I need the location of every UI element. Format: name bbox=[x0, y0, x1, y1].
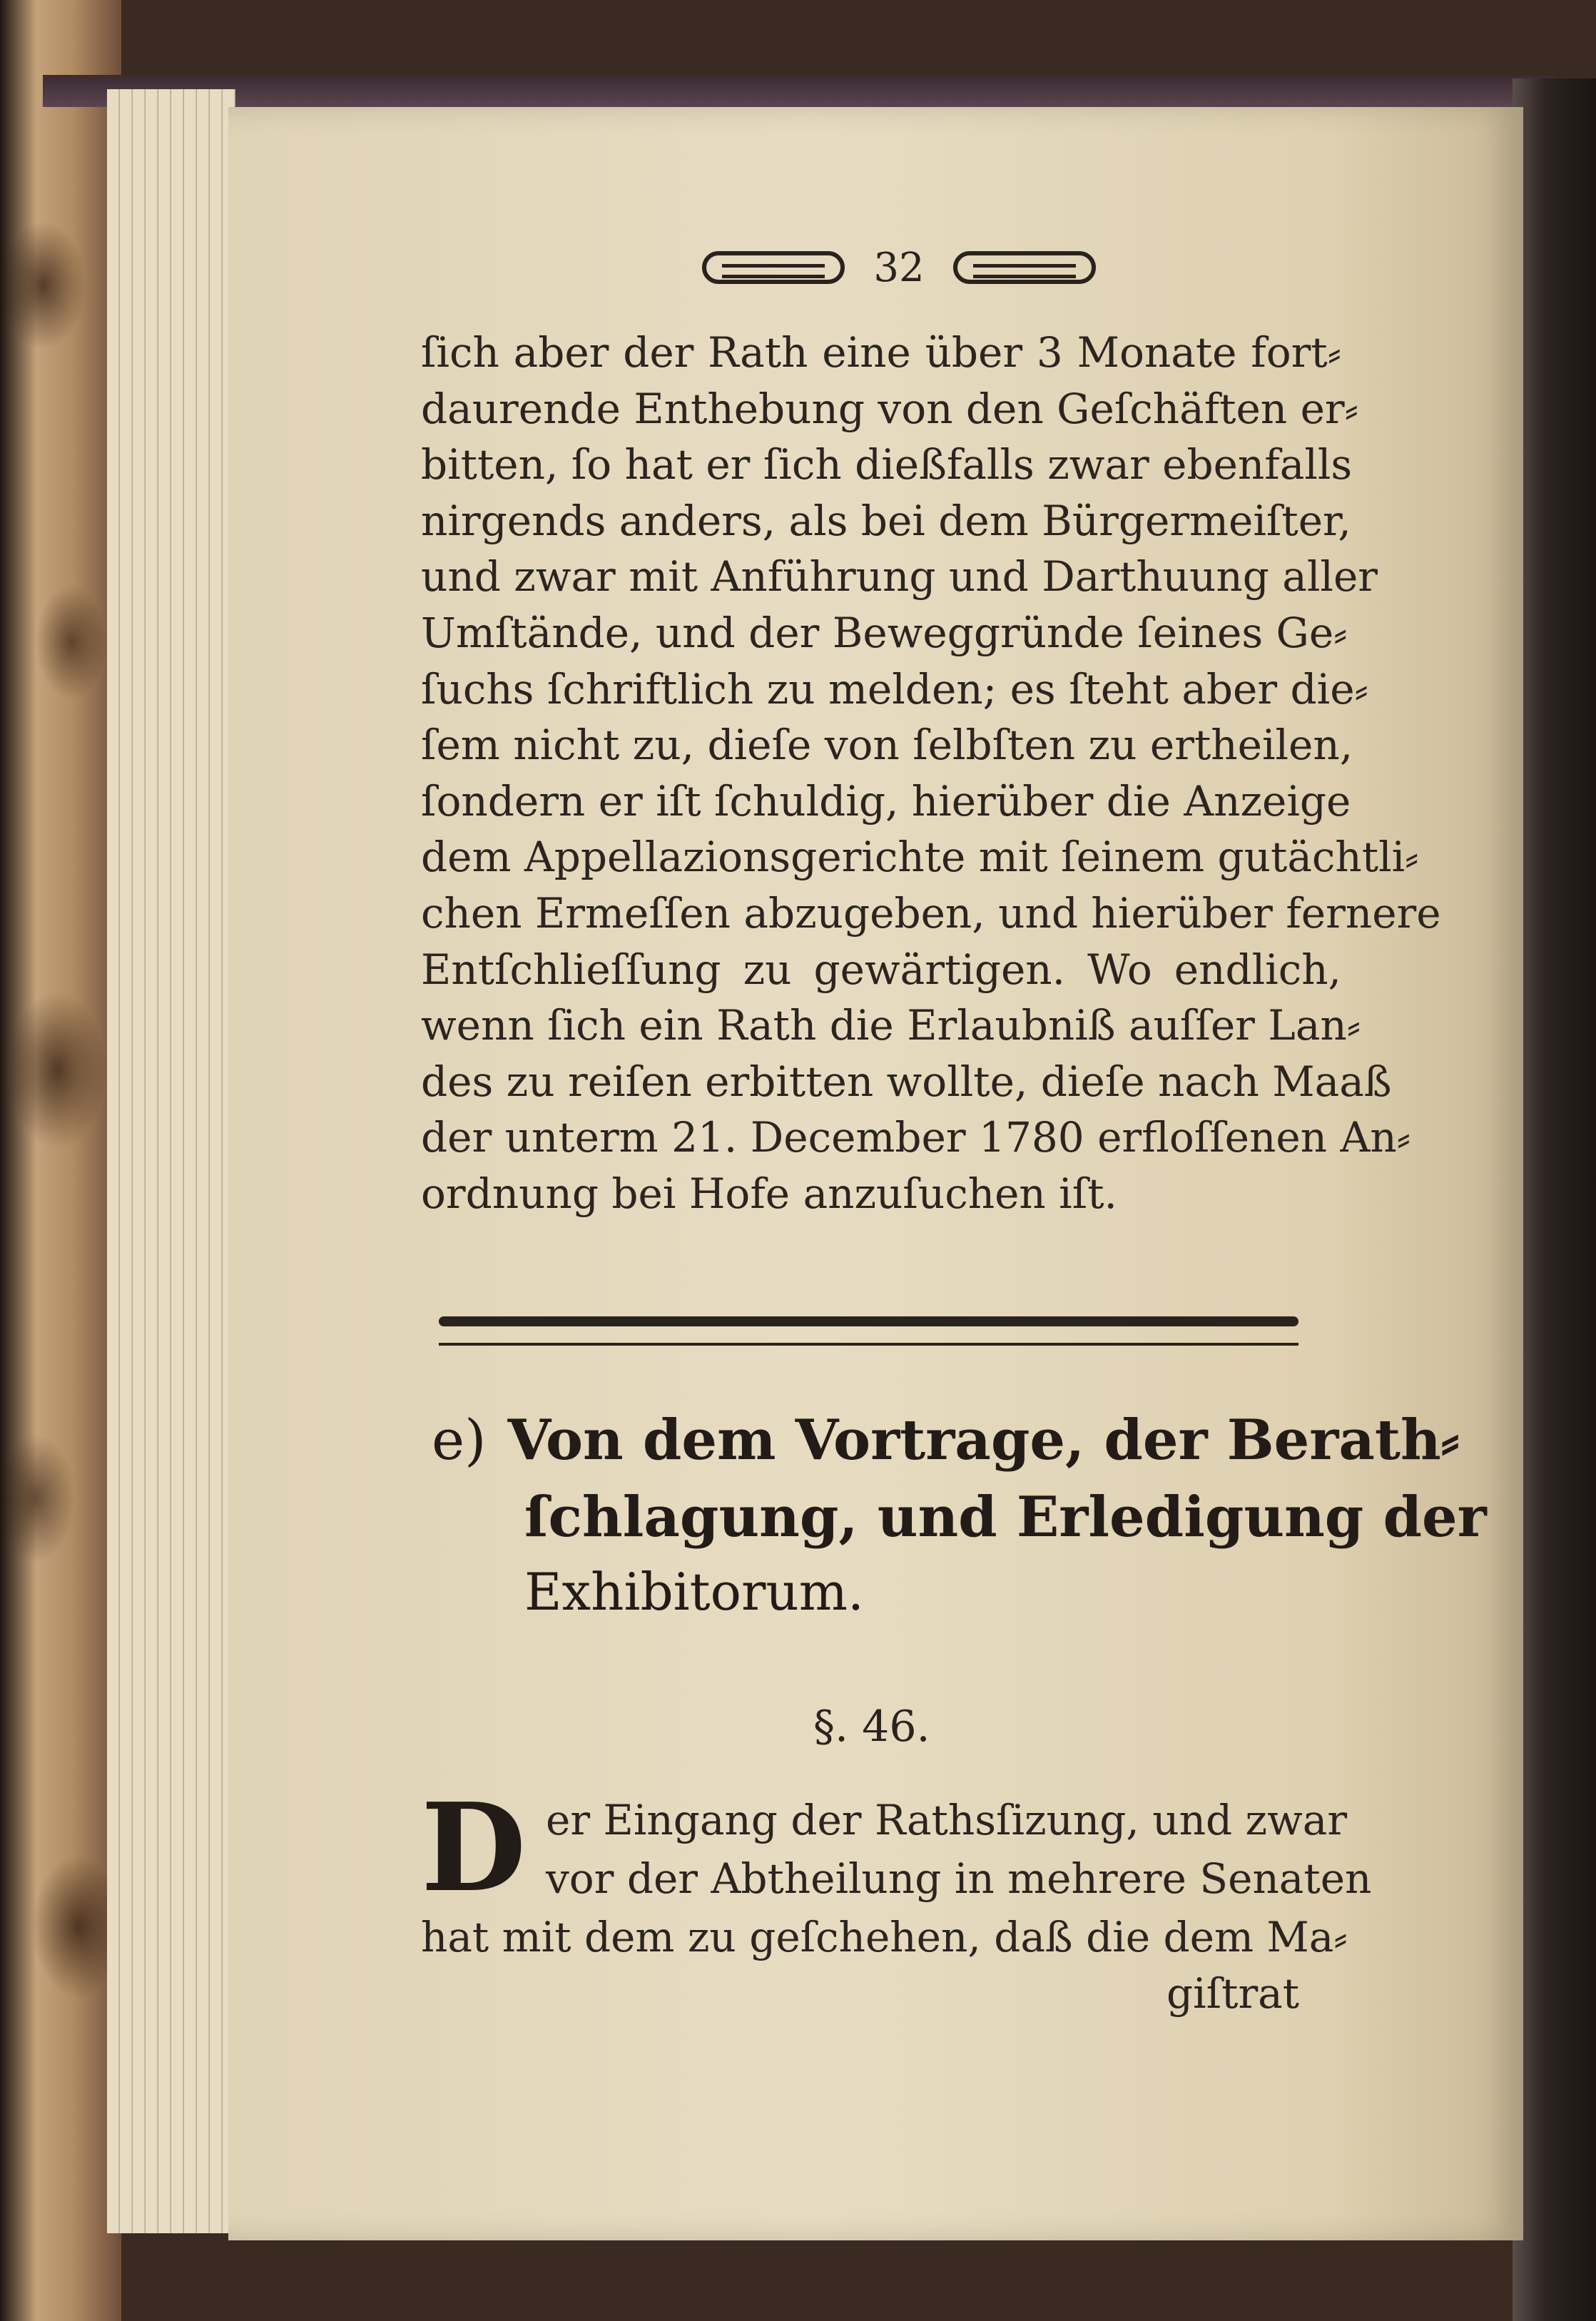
heading-line-2: ſchlagung, und Erledigung der bbox=[524, 1485, 1487, 1550]
section-number: §. 46. bbox=[813, 1702, 930, 1752]
drop-cap: D bbox=[421, 1777, 527, 1919]
text-line: ſuchs ſchriftlich zu melden; es ſteht aber die⸗ bbox=[421, 664, 1368, 713]
text-line: ſondern er iſt ſchuldig, hierüber die Anzeige bbox=[421, 776, 1351, 826]
section-divider-thick bbox=[439, 1316, 1298, 1326]
header-ornament-right-icon bbox=[953, 251, 1096, 284]
text-line: nirgends anders, als bei dem Bürgermeiſter, bbox=[421, 496, 1351, 545]
book-cover-top bbox=[43, 75, 1555, 107]
second-paragraph bbox=[421, 1777, 1372, 1966]
text-line: Entſchlieſſung zu gewärtigen. Wo endlich, bbox=[421, 945, 1341, 994]
heading-marker: e) bbox=[432, 1408, 487, 1473]
text-line: des zu reiſen erbitten wollte, dieſe nach Maaß bbox=[421, 1057, 1392, 1106]
text-line: dem Appellazionsgerichte mit ſeinem gutächtli⸗ bbox=[421, 833, 1419, 882]
text-line: Umſtände, und der Beweggründe ſeines Ge⸗ bbox=[421, 608, 1348, 657]
text-line: hat mit dem zu geſchehen, daß die dem Ma⸗ bbox=[421, 1913, 1348, 1961]
text-line: ſich aber der Rath eine über 3 Monate fort⸗ bbox=[421, 328, 1341, 377]
text-line: der unterm 21. December 1780 erfloſſenen An⸗ bbox=[421, 1113, 1411, 1162]
body-paragraph bbox=[421, 325, 1441, 1222]
text-line: vor der Abtheilung in mehrere Senaten bbox=[546, 1854, 1372, 1903]
page-number: 32 bbox=[873, 244, 925, 291]
heading-line-3: Exhibitorum. bbox=[524, 1562, 864, 1622]
text-line: ſem nicht zu, dieſe von ſelbſten zu ertheilen, bbox=[421, 721, 1353, 770]
text-line: chen Ermeſſen abzugeben, und hierüber fernere bbox=[421, 888, 1441, 938]
book-spine-right bbox=[1513, 78, 1596, 2321]
text-line: er Eingang der Rathsſizung, und zwar bbox=[546, 1796, 1348, 1844]
section-divider-thin bbox=[439, 1343, 1298, 1346]
catchword: giſtrat bbox=[1166, 1969, 1300, 2018]
text-line: und zwar mit Anführung und Darthuung aller bbox=[421, 552, 1378, 601]
text-line: wenn ſich ein Rath die Erlaubniß auſſer Lan⸗ bbox=[421, 1001, 1361, 1050]
book-cover-left bbox=[0, 0, 121, 2321]
heading-line-1 bbox=[432, 1402, 1460, 1479]
text-line: daurende Enthebung von den Geſchäften er⸗ bbox=[421, 384, 1358, 433]
heading-text-1: Von dem Vortrage, der Berath⸗ bbox=[507, 1408, 1460, 1473]
text-line: bitten, ſo hat er ſich dießfalls zwar ebenfalls bbox=[421, 440, 1353, 489]
section-heading bbox=[432, 1402, 1487, 1627]
page-header bbox=[664, 239, 1134, 296]
text-line: ordnung bei Hofe anzuſuchen iſt. bbox=[421, 1169, 1117, 1218]
header-ornament-left-icon bbox=[702, 251, 845, 284]
page-edges bbox=[107, 89, 235, 2233]
